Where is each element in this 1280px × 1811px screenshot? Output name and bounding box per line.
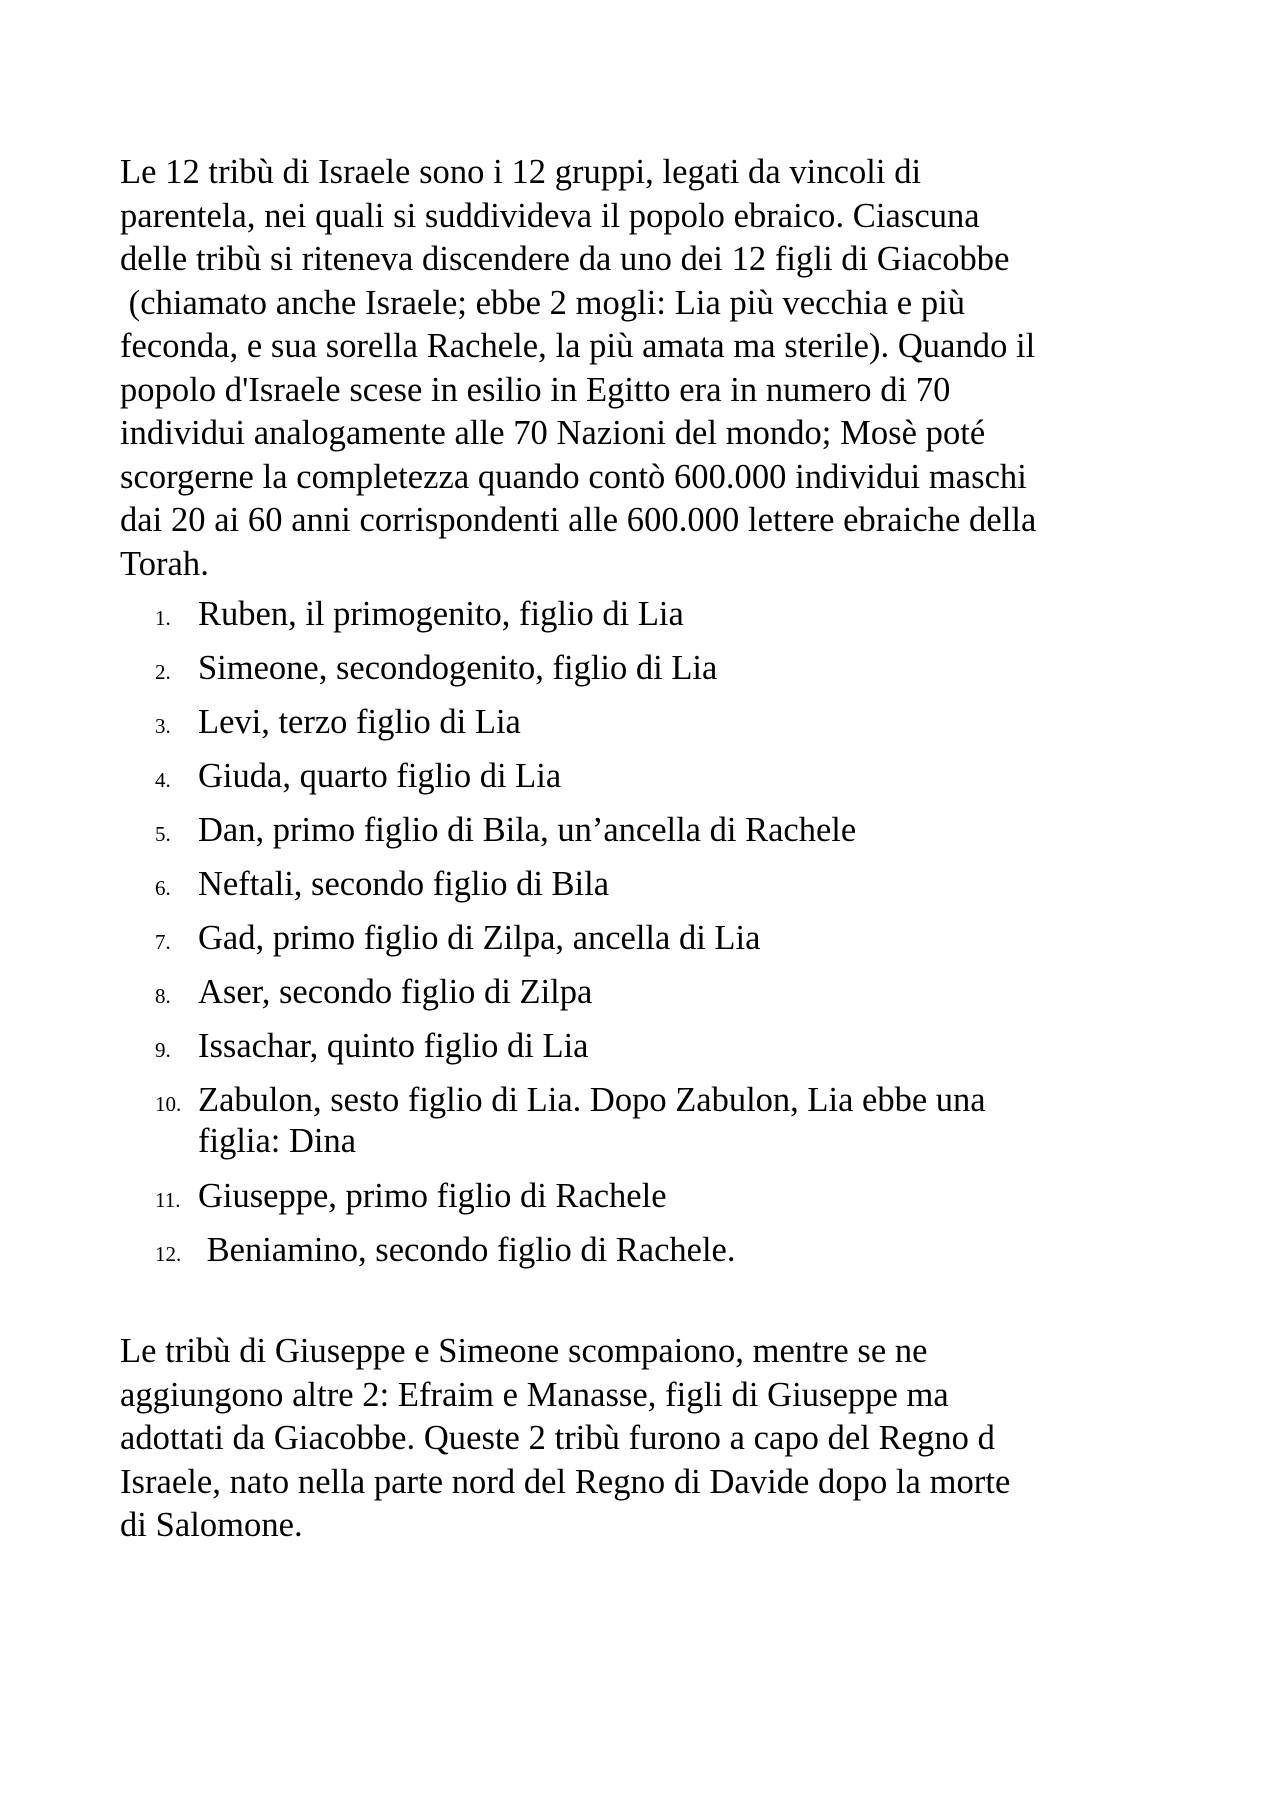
tribe-text-continuation: figlia: Dina (198, 1122, 357, 1160)
intro-line: parentela, nei quali si suddivideva il popolo ebraico. Ciascuna (120, 196, 980, 235)
tribe-text: Zabulon, sesto figlio di Lia. Dopo Zabulon, Lia ebbe una (198, 1081, 986, 1119)
intro-line: delle tribù si riteneva discendere da uno dei 12 figli di Giacobbe (120, 240, 1010, 278)
intro-line: popolo d'Israele scese in esilio in Egitto era in numero di 70 (120, 370, 951, 409)
closing-line: adottati da Giacobbe. Queste 2 tribù furono a capo del Regno d (120, 1419, 995, 1457)
list-number: 5. (155, 822, 171, 846)
tribe-text: Issachar, quinto figlio di Lia (198, 1027, 589, 1065)
list-number: 4. (155, 768, 171, 792)
list-number: 8. (155, 984, 171, 1008)
closing-line: aggiungono altre 2: Efraim e Manasse, figli di Giuseppe ma (120, 1375, 949, 1414)
list-number: 10. (155, 1092, 182, 1116)
closing-paragraph (120, 1330, 1180, 1548)
tribe-text: Ruben, il primogenito, figlio di Lia (198, 595, 684, 633)
closing-line: Israele, nato nella parte nord del Regno di Davide dopo la morte (120, 1462, 1011, 1501)
tribe-text: Levi, terzo figlio di Lia (198, 703, 521, 741)
list-number: 3. (155, 714, 171, 738)
closing-line: di Salomone. (120, 1506, 303, 1544)
list-number: 2. (155, 660, 171, 684)
intro-line: scorgerne la completezza quando contò 600.000 individui maschi (120, 457, 1027, 496)
tribe-text: Gad, primo figlio di Zilpa, ancella di Lia (198, 919, 761, 957)
list-number: 6. (155, 876, 171, 900)
tribe-text: Aser, secondo figlio di Zilpa (198, 973, 593, 1011)
tribe-text: Giuseppe, primo figlio di Rachele (198, 1177, 667, 1215)
list-number: 12. (155, 1242, 182, 1266)
tribe-text: Neftali, secondo figlio di Bila (198, 865, 610, 903)
intro-line: feconda, e sua sorella Rachele, la più amata ma sterile). Quando il (120, 327, 1036, 365)
intro-line: Torah. (120, 544, 209, 583)
tribe-text: Beniamino, secondo figlio di Rachele. (198, 1231, 736, 1269)
tribe-text: Giuda, quarto figlio di Lia (198, 757, 562, 795)
intro-line: (chiamato anche Israele; ebbe 2 mogli: Lia più vecchia e più (120, 283, 966, 322)
closing-line: Le tribù di Giuseppe e Simeone scompaiono, mentre se ne (120, 1332, 928, 1370)
intro-line: Le 12 tribù di Israele sono i 12 gruppi, legati da vincoli di (120, 153, 922, 191)
intro-paragraph (120, 151, 1180, 586)
intro-line: dai 20 ai 60 anni corrispondenti alle 600.000 lettere ebraiche della (120, 501, 1037, 539)
list-number: 1. (155, 606, 171, 630)
tribe-text: Dan, primo figlio di Bila, un’ancella di Rachele (198, 811, 857, 849)
list-number: 7. (155, 930, 171, 954)
list-number: 11. (155, 1188, 181, 1212)
intro-line: individui analogamente alle 70 Nazioni del mondo; Mosè poté (120, 414, 986, 452)
list-number: 9. (155, 1038, 171, 1062)
tribe-text: Simeone, secondogenito, figlio di Lia (198, 649, 718, 687)
